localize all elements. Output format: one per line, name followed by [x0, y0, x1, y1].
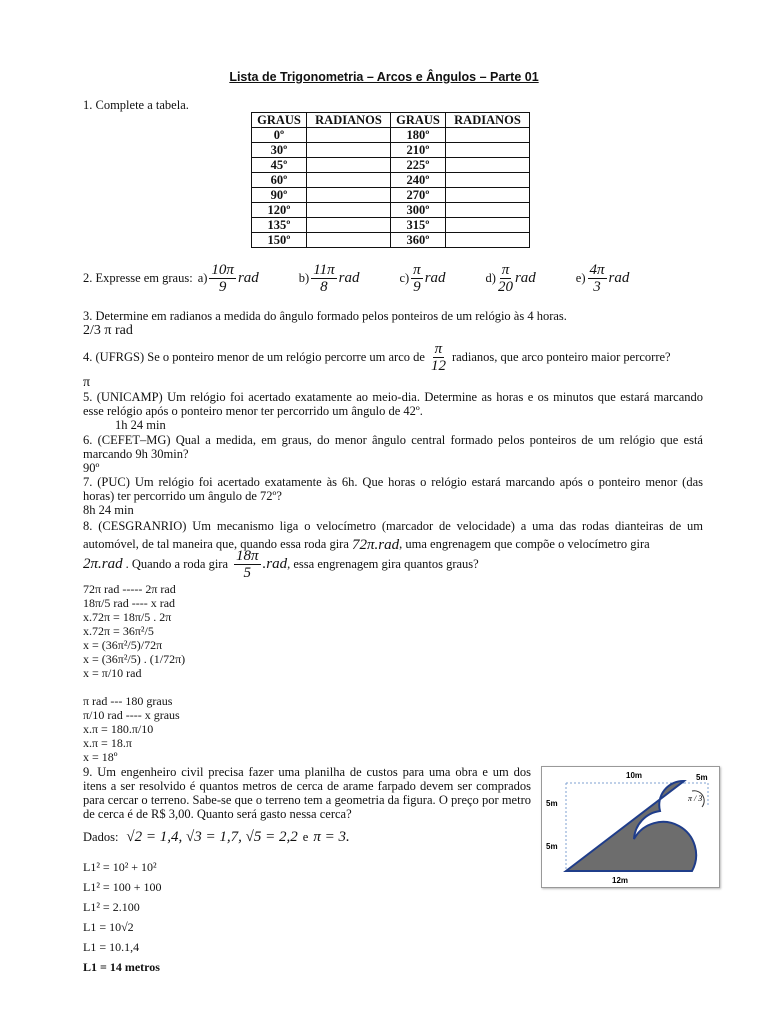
question-8-text-3: . Quando a roda gira	[125, 557, 229, 571]
question-9-calculation	[83, 857, 161, 977]
data-label: Dados:	[83, 830, 119, 844]
table-row	[252, 188, 530, 203]
unit-rad: rad	[424, 270, 446, 286]
table-cell	[307, 143, 391, 158]
question-2	[83, 262, 629, 294]
table-cell	[446, 188, 530, 203]
calc-line: π/10 rad ---- x graus	[83, 708, 180, 722]
data-pi: π = 3.	[313, 829, 350, 845]
table-cell	[307, 173, 391, 188]
table-row	[252, 233, 530, 248]
unit-rad: rad	[608, 270, 630, 286]
question-7-answer: 8h 24 min	[83, 503, 134, 517]
table-cell: 240º	[391, 173, 446, 188]
terrain-figure	[541, 766, 720, 888]
question-4	[83, 340, 671, 374]
question-7-text: 7. (PUC) Um relógio foi acertado exatamente às 6h. Que horas o relógio estará marcando após o ponteiro menor (das horas) ter percorrido um ângulo de 72º?	[83, 475, 703, 503]
question-1-text: 1. Complete a tabela.	[83, 98, 189, 112]
fraction-denominator: 20	[497, 278, 513, 295]
calc-line: x.π = 18.π	[83, 736, 132, 750]
question-4-answer: π	[83, 375, 91, 390]
table-row	[252, 173, 530, 188]
calc-line: x.72π = 36π²/5	[83, 624, 154, 638]
question-6-answer: 90º	[83, 461, 100, 475]
table-cell: 180º	[391, 128, 446, 143]
table-cell: 45º	[252, 158, 307, 173]
expression-2pi: 2π.rad	[83, 556, 123, 572]
table-row	[252, 143, 530, 158]
table-cell: 315º	[391, 218, 446, 233]
option-label: b)	[298, 271, 310, 285]
calc-line: x = (36π²/5)/72π	[83, 638, 163, 652]
calc-line: x = 18º	[83, 750, 118, 764]
option-label: c)	[399, 271, 410, 285]
table-cell	[307, 158, 391, 173]
table-header: RADIANOS	[307, 113, 391, 128]
fraction	[209, 262, 236, 295]
table-cell: 300º	[391, 203, 446, 218]
calc-line: L1² = 100 + 100	[83, 880, 162, 894]
calc-line: x.72π = 18π/5 . 2π	[83, 610, 172, 624]
question-8-calculation	[83, 582, 185, 764]
label-5m-left-bottom: 5m	[546, 842, 558, 851]
question-5-text: 5. (UNICAMP) Um relógio foi acertado exatamente ao meio-dia. Determine as horas e os minutos que estará marcando esse relógio após o ponteiro menor ter percorrido um ângulo de 42º.	[83, 390, 703, 418]
question-5-answer: 1h 24 min	[115, 418, 166, 432]
table-cell	[307, 128, 391, 143]
fraction-numerator: 11π	[313, 261, 335, 278]
fraction	[234, 548, 261, 581]
question-8-text-4: , essa engrenagem gira quantos graus?	[287, 557, 479, 571]
data-values: √2 = 1,4, √3 = 1,7, √5 = 2,2	[126, 829, 298, 845]
expression-72pi: 72π.rad	[352, 537, 400, 554]
unit-rad: rad	[514, 270, 536, 286]
calc-line: L1² = 10² + 10²	[83, 860, 157, 874]
unit-rad: rad	[237, 270, 259, 286]
fraction-denominator: 12	[430, 357, 446, 374]
label-10m: 10m	[626, 771, 643, 780]
calc-line: x.π = 180.π/10	[83, 722, 154, 736]
question-4-text: 4. (UFRGS) Se o ponteiro menor de um relógio percorre um arco de	[83, 350, 425, 364]
table-header: RADIANOS	[446, 113, 530, 128]
table-cell: 30º	[252, 143, 307, 158]
table-cell: 270º	[391, 188, 446, 203]
calc-line	[83, 680, 185, 694]
table-cell: 210º	[391, 143, 446, 158]
question-8-text-2: , uma engrenagem que compõe o velocímetro gira	[399, 537, 650, 551]
final-answer: L1 = 14 metros	[83, 960, 160, 974]
question-2-text: 2. Expresse em graus:	[83, 271, 193, 285]
page-title: Lista de Trigonometria – Arcos e Ângulos – Parte 01	[229, 70, 539, 84]
fraction-numerator: 18π	[236, 547, 259, 564]
question-6-text: 6. (CEFET–MG) Qual a medida, em graus, do menor ângulo central formado pelos ponteiros de um relógio que está marcando 9h 30min?	[83, 433, 703, 461]
calc-line: L1 = 10.1,4	[83, 940, 140, 954]
fraction	[411, 262, 423, 295]
fraction-numerator: π	[434, 340, 443, 357]
data-conjunction: e	[302, 830, 309, 844]
table-cell	[446, 233, 530, 248]
question-8-line-3	[83, 548, 479, 580]
question-4-text-end: radianos, que arco ponteiro maior percorre?	[451, 350, 671, 364]
table-cell: 135º	[252, 218, 307, 233]
label-5m-top-right: 5m	[696, 773, 708, 782]
calc-line: x = π/10 rad	[83, 666, 142, 680]
table-cell	[446, 158, 530, 173]
table-cell	[307, 203, 391, 218]
table-cell: 60º	[252, 173, 307, 188]
table-header: GRAUS	[391, 113, 446, 128]
terrain-diagram	[542, 767, 719, 887]
fraction-denominator: 3	[593, 278, 601, 295]
calc-line: x = (36π²/5) . (1/72π)	[83, 652, 186, 666]
table-cell	[307, 188, 391, 203]
table-cell	[307, 218, 391, 233]
fraction-numerator: 4π	[589, 261, 605, 278]
table-cell: 0º	[252, 128, 307, 143]
table-cell: 360º	[391, 233, 446, 248]
unit-rad: .rad	[262, 556, 288, 572]
question-3-text: 3. Determine em radianos a medida do ângulo formado pelos ponteiros de um relógio às 4 horas.	[83, 309, 567, 323]
fraction-denominator: 8	[320, 278, 328, 295]
label-angle: π / 3	[688, 794, 703, 803]
table-cell: 120º	[252, 203, 307, 218]
table-row	[252, 203, 530, 218]
table-cell	[446, 218, 530, 233]
fraction-numerator: 10π	[211, 261, 234, 278]
fraction-denominator: 9	[218, 278, 227, 295]
fraction-numerator: π	[413, 261, 421, 278]
calc-line: L1 = 10√2	[83, 920, 134, 934]
question-3-answer: 2/3 π rad	[83, 323, 133, 338]
table-cell	[307, 233, 391, 248]
fraction-denominator: 9	[413, 278, 421, 295]
table-row	[252, 218, 530, 233]
terrain-shape	[566, 781, 696, 871]
fraction	[431, 341, 446, 374]
table-row	[252, 158, 530, 173]
option-label: a)	[197, 271, 208, 285]
table-cell	[446, 128, 530, 143]
table-cell: 225º	[391, 158, 446, 173]
question-8-text-1: 8. (CESGRANRIO) Um mecanismo liga o velocímetro (marcador de velocidade) a uma das rodas dianteiras de um automóvel, de tal maneira que, quando essa roda gira	[83, 519, 703, 551]
table-row	[252, 128, 530, 143]
calc-line: 18π/5 rad ---- x rad	[83, 596, 176, 610]
fraction	[588, 262, 607, 295]
question-9-data	[83, 830, 350, 844]
calc-line: L1² = 2.100	[83, 900, 140, 914]
fraction-numerator: π	[501, 261, 510, 278]
conversion-table	[251, 112, 530, 248]
table-cell	[446, 143, 530, 158]
table-header: GRAUS	[252, 113, 307, 128]
fraction-denominator: 5	[243, 564, 252, 581]
table-cell	[446, 173, 530, 188]
option-label: e)	[575, 271, 586, 285]
label-12m: 12m	[612, 876, 629, 885]
calc-line: π rad --- 180 graus	[83, 694, 173, 708]
option-label: d)	[485, 271, 496, 285]
fraction	[498, 262, 513, 295]
label-5m-left-top: 5m	[546, 799, 558, 808]
fraction	[311, 262, 336, 295]
unit-rad: rad	[338, 270, 360, 286]
table-cell: 150º	[252, 233, 307, 248]
table-cell: 90º	[252, 188, 307, 203]
table-cell	[446, 203, 530, 218]
question-9-text: 9. Um engenheiro civil precisa fazer uma planilha de custos para uma obra e um dos itens a ser resolvido é quantos metros de cerca de arame farpado devem ser comprados para cercar o terreno. Sabe-se que o terreno tem a geometria da figura. O preço por metro de cerca é de R$ 3,00. Quanto será gasto nessa cerca?	[83, 765, 531, 821]
calc-line: 72π rad ----- 2π rad	[83, 582, 176, 596]
table-header-row	[252, 113, 530, 128]
